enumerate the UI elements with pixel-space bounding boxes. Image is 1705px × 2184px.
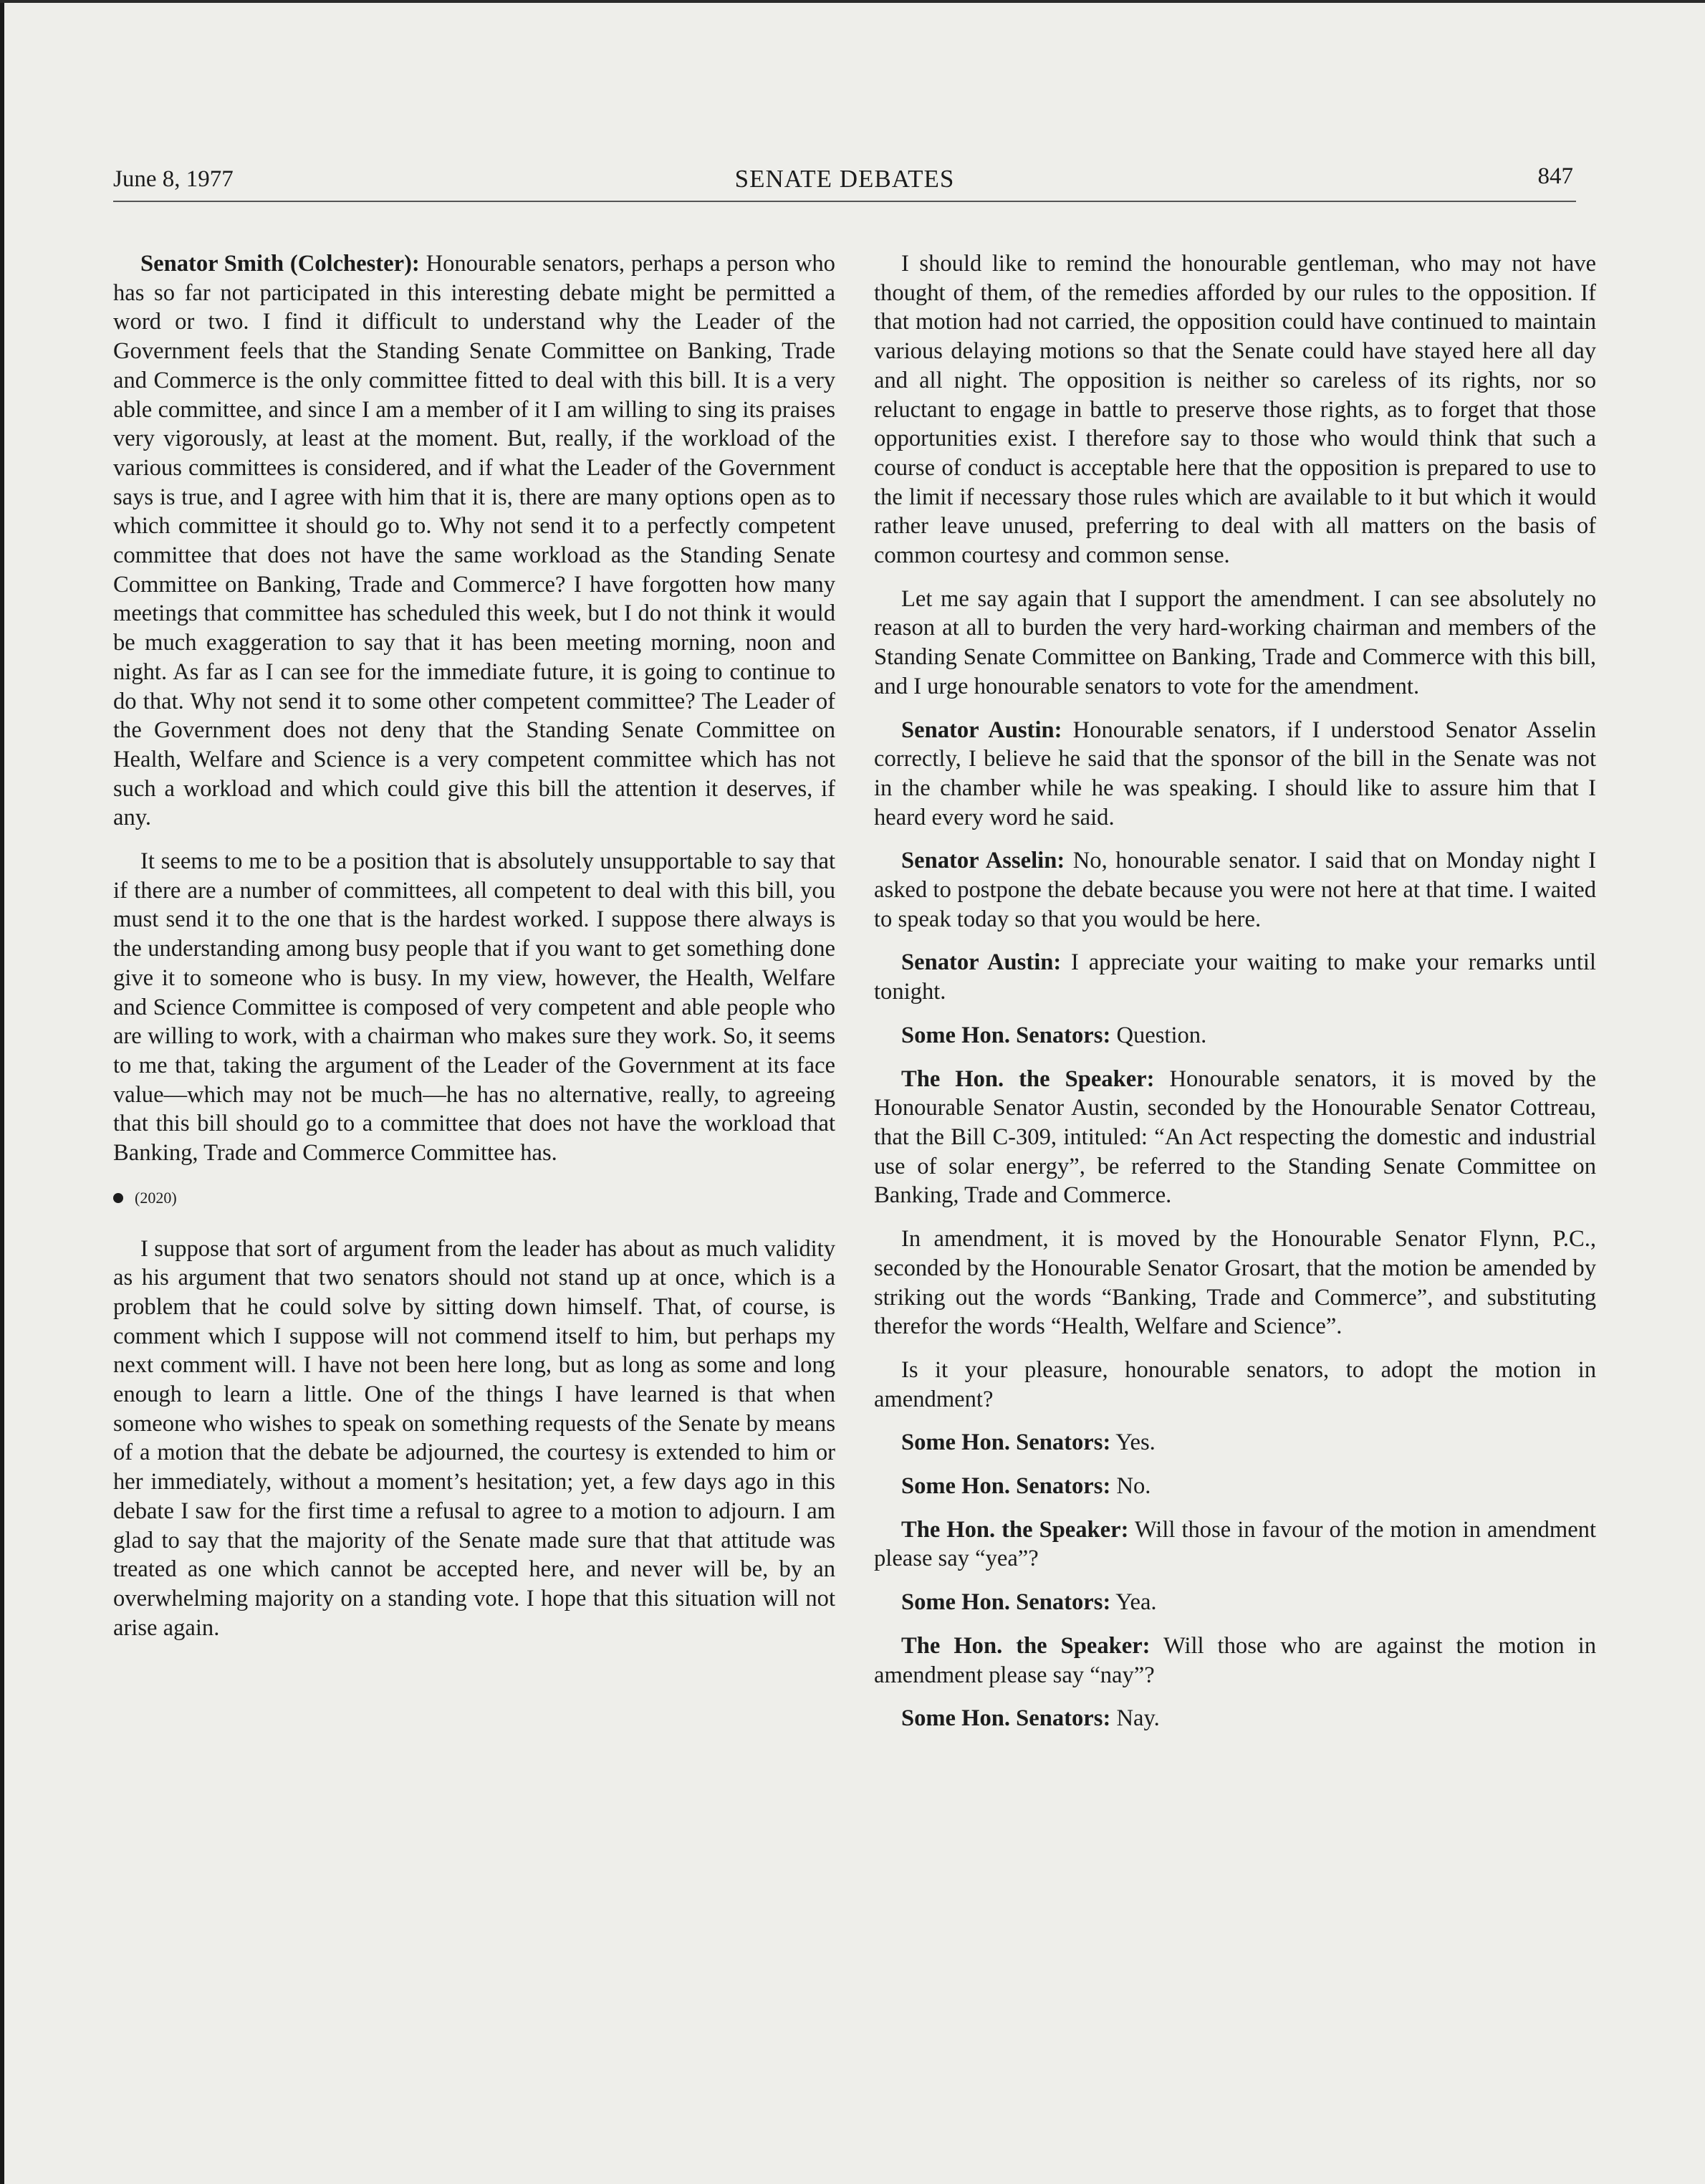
speaker-name: Senator Austin:: [901, 717, 1062, 743]
speech-text: Yea.: [1115, 1589, 1157, 1616]
paragraph: I suppose that sort of argument from the leader has about as much validity as his argument that two senators should not stand up at once, which is a problem that he could solve by sitting down himself. That, of course, is comment which I suppose will not commend itself to him, but perhaps my next comment will. I have not been here long, but as long as some and long enough to learn a little. One of the things I have learned is that when someone who wishes to speak on something requests of the Senate by means of a motion that the debate be adjourned, the courtesy is extended to him or her immediately, without a moment’s hesitation; yet, a few days ago in this debate I saw for the first time a refusal to agree to a motion to adjourn. I am glad to say that the majority of the Senate made sure that that attitude was treated as one which cannot be accepted here, and never will be, by an overwhelming majority on a standing vote. I hope that this situation will not arise again.: [113, 1235, 835, 1641]
speech-text: No, honourable senator. I said that on Monday night I asked to postpone the debate because you were not here at that time. I waited to speak today so that you would be here.: [874, 848, 1596, 932]
speaker-name: Senator Smith (Colchester):: [140, 251, 420, 277]
header-title: SENATE DEBATES: [734, 165, 955, 193]
speech-text: Honourable senators, if I understood Senator Asselin correctly, I believe he said that the sponsor of the bill in the Senate was not in the chamber while he was speaking. I should like to assure him that I heard every word he said.: [874, 717, 1596, 830]
paragraph: It seems to me to be a position that is absolutely unsupportable to say that if there are a number of committees, all competent to deal with this bill, you must send it to the one that is the hardest worked. I suppose there always is the understanding among busy people that if you want to get something done give it to someone who is busy. In my view, however, the Health, Welfare and Science Committee is composed of very competent and able people who are willing to work, with a chairman who makes sure they work. So, it seems to me that, taking the argument of the Leader of the Government at its face value—which may not be much—he has no alternative, really, to agreeing that this bill should go to a committee that does not have the workload that Banking, Trade and Commerce Committee has.: [113, 848, 835, 1167]
paragraph: [874, 1632, 1596, 1690]
paragraph: [874, 1588, 1596, 1617]
page-header: [113, 163, 1576, 202]
paragraph: [874, 1065, 1596, 1211]
speech-text: Will those who are against the motion in amendment please say “nay”?: [874, 1632, 1596, 1688]
paragraph: [874, 1704, 1596, 1733]
speaker-name: Some Hon. Senators:: [901, 1473, 1111, 1500]
speech-text: No.: [1116, 1473, 1151, 1500]
speech-text: Question.: [1116, 1022, 1207, 1048]
time-marker-label: (2020): [135, 1188, 177, 1207]
paragraph: [874, 948, 1596, 1006]
paragraph: [874, 1428, 1596, 1457]
speech-text: Honourable senators, it is moved by the Honourable Senator Austin, seconded by the Honourable Senator Cottreau, that the Bill C-309, intituled: “An Act respecting the domestic and industrial use of solar energy”, be referred to the Standing Senate Committee on Banking, Trade and Commerce.: [874, 1065, 1597, 1209]
speech-text: Nay.: [1116, 1705, 1160, 1732]
scan-edge-top: [0, 0, 1705, 3]
header-date: June 8, 1977: [113, 166, 234, 192]
paragraph: I should like to remind the honourable gentleman, who may not have thought of them, of the remedies afforded by our rules to the opposition. If that motion had not carried, the opposition could have continued to maintain various delaying motions so that the Senate could have stayed here all day and all night. The opposition is neither so careless of its rights, nor so reluctant to engage in battle to preserve those rights, as to forget that those opportunities exist. I therefore say to those who would think that such a course of conduct is acceptable here that the opposition is prepared to use to the limit if necessary those rules which are available to it but which it would rather leave unused, preferring to deal with all matters on the basis of common courtesy and common sense.: [874, 251, 1596, 569]
header-page-number: 847: [1537, 163, 1573, 189]
speaker-name: Senator Austin:: [901, 949, 1062, 976]
paragraph: [113, 249, 835, 833]
paragraph: [874, 846, 1596, 934]
paragraph: [874, 1472, 1596, 1501]
speaker-name: The Hon. the Speaker:: [901, 1632, 1151, 1659]
speech-text: Yes.: [1115, 1429, 1156, 1456]
speaker-name: The Hon. the Speaker:: [901, 1516, 1129, 1543]
bullet-icon: [113, 1193, 123, 1203]
speech-text: Will those in favour of the motion in amendment please say “yea”?: [874, 1516, 1597, 1572]
speaker-name: The Hon. the Speaker:: [901, 1065, 1155, 1092]
speech-text: I appreciate your waiting to make your remarks until tonight.: [874, 949, 1596, 1005]
scan-edge-left: [0, 0, 4, 2184]
speech-text: Honourable senators, perhaps a person who has so far not participated in this interesting debate might be permitted a word or two. I find it difficult to understand why the Leader of the Government feels that the Standing Senate Committee on Banking, Trade and Commerce is the only committee fitted to deal with this bill. It is a very able committee, and since I am a member of it I am willing to sing its praises very vigorously, at least at the moment. But, really, if the workload of the various committees is considered, and if what the Leader of the Government says is true, and I agree with him that it is, there are many options open as to which committee it should go to. Why not send it to a perfectly competent committee that does not have the same workload as the Standing Senate Committee on Banking, Trade and Commerce? I have forgotten how many meetings that committee has scheduled this week, but I do not think it would be much exaggeration to say that it has been meeting morning, noon and night. As far as I can see for the immediate future, it is going to continue to do that. Why not send it to some other competent committee? The Leader of the Government does not deny that the Standing Senate Committee on Health, Welfare and Science is a very competent committee which has not such a workload and which could give this bill the attention it deserves, if any.: [113, 251, 835, 831]
speaker-name: Some Hon. Senators:: [901, 1705, 1111, 1732]
paragraph: [874, 1021, 1596, 1050]
speaker-name: Some Hon. Senators:: [901, 1022, 1111, 1048]
paragraph: In amendment, it is moved by the Honourable Senator Flynn, P.C., seconded by the Honourable Senator Grosart, that the motion be amended by striking out the words “Banking, Trade and Commerce”, and substituting therefor the words “Health, Welfare and Science”.: [874, 1226, 1596, 1340]
speaker-name: Senator Asselin:: [901, 848, 1065, 874]
paragraph: [874, 716, 1596, 833]
speaker-name: Some Hon. Senators:: [901, 1589, 1111, 1616]
paragraph: Is it your pleasure, honourable senators, to adopt the motion in amendment?: [874, 1356, 1596, 1412]
time-marker: [113, 1184, 835, 1213]
right-column: [874, 249, 1596, 1748]
paragraph: [874, 1515, 1596, 1574]
paragraph: Let me say again that I support the amendment. I can see absolutely no reason at all to burden the very hard-working chairman and members of the Standing Senate Committee on Banking, Trade and Commerce with this bill, and I urge honourable senators to vote for the amendment.: [874, 585, 1596, 699]
left-column: [113, 249, 835, 1657]
speaker-name: Some Hon. Senators:: [901, 1429, 1111, 1456]
